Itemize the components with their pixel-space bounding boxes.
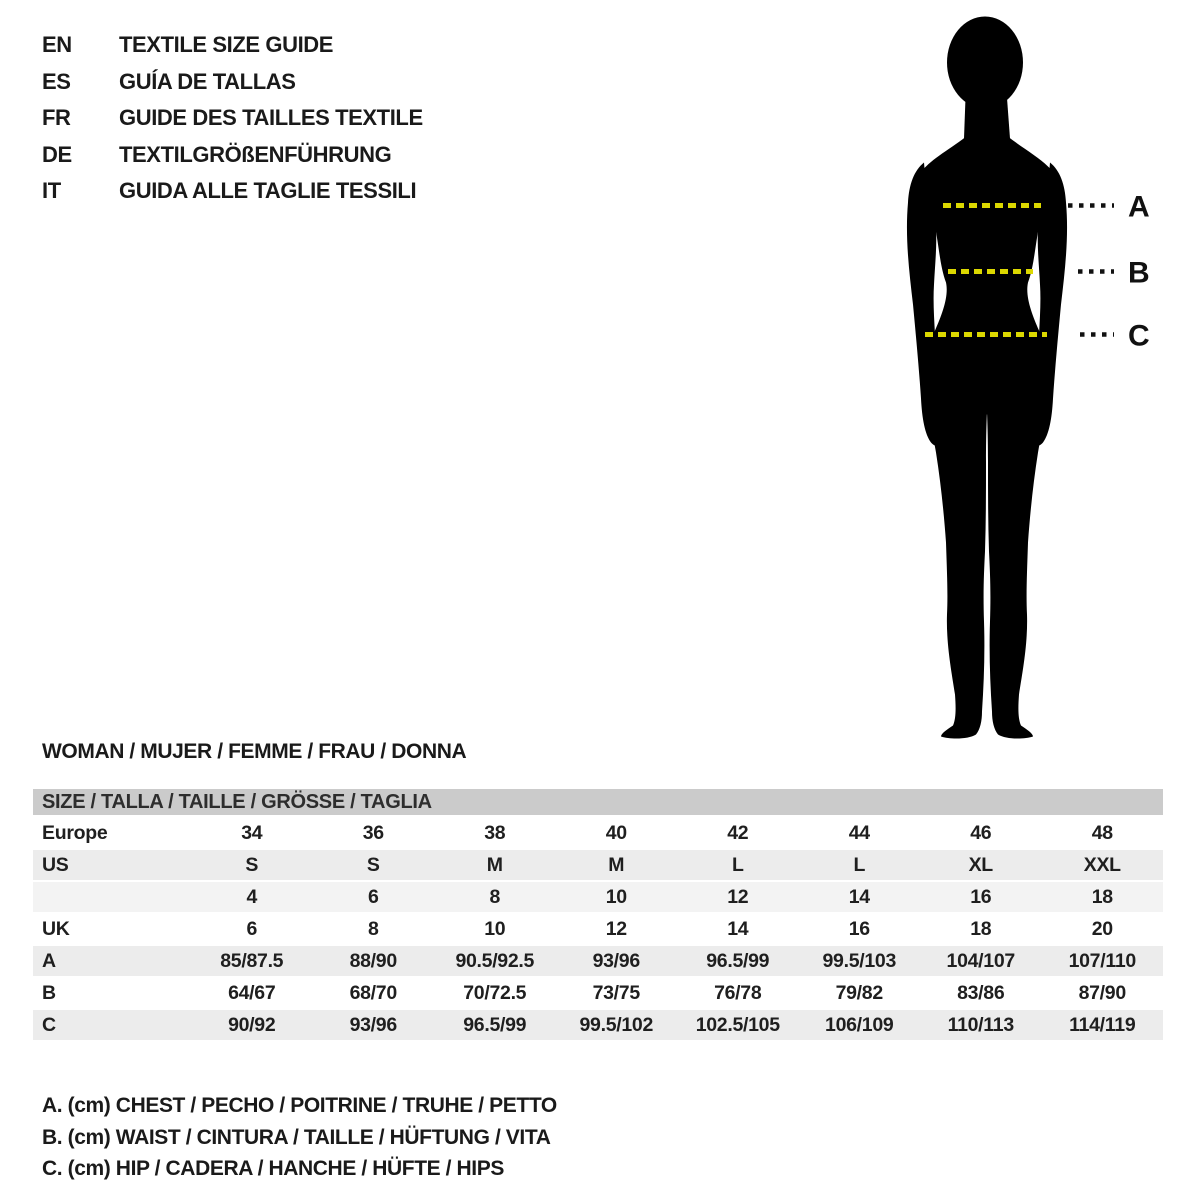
row-label-cell [33,881,191,913]
table-row [33,817,1163,850]
size-value-cell: 114/119 [1042,1009,1164,1041]
size-value-cell: 8 [434,881,556,913]
size-value-cell: 36 [313,817,435,850]
row-label-cell: C [33,1009,191,1041]
language-title: GUIDA ALLE TAGLIE TESSILI [119,178,417,204]
size-value-cell: 38 [434,817,556,850]
table-row [33,945,1163,977]
size-value-cell: 4 [191,881,313,913]
size-value-cell: 102.5/105 [677,1009,799,1041]
size-value-cell: 6 [313,881,435,913]
language-row [42,137,423,174]
woman-silhouette [907,17,1067,739]
size-value-cell: M [556,849,678,881]
row-label-cell: B [33,977,191,1009]
row-label-cell: Europe [33,817,191,850]
size-value-cell: M [434,849,556,881]
legend-line: C. (cm) HIP / CADERA / HANCHE / HÜFTE / HIPS [42,1157,504,1180]
language-row [42,27,423,64]
size-value-cell: 34 [191,817,313,850]
size-value-cell: 96.5/99 [677,945,799,977]
row-label-cell: A [33,945,191,977]
size-value-cell: 99.5/102 [556,1009,678,1041]
size-value-cell: 96.5/99 [434,1009,556,1041]
size-value-cell: 93/96 [313,1009,435,1041]
size-value-cell: 12 [556,913,678,945]
size-value-cell: XL [920,849,1042,881]
size-value-cell: 16 [920,881,1042,913]
size-value-cell: 107/110 [1042,945,1164,977]
language-code: IT [42,178,61,204]
size-value-cell: 79/82 [799,977,921,1009]
woman-silhouette-figure [890,12,1160,740]
size-value-cell: L [799,849,921,881]
size-value-cell: 12 [677,881,799,913]
measurement-label-a: A [1128,190,1150,224]
silhouette-left-leg [929,353,988,739]
table-row [33,1009,1163,1041]
size-value-cell: 46 [920,817,1042,850]
size-value-cell: 90/92 [191,1009,313,1041]
silhouette-right-leg [986,353,1045,739]
legend-line: A. (cm) CHEST / PECHO / POITRINE / TRUHE / PETTO [42,1094,557,1117]
size-value-cell: 48 [1042,817,1164,850]
size-value-cell: 88/90 [313,945,435,977]
language-code: FR [42,105,71,131]
size-value-cell: 14 [799,881,921,913]
size-value-cell: 18 [1042,881,1164,913]
size-value-cell: 83/86 [920,977,1042,1009]
language-list [42,27,423,210]
silhouette-svg [890,12,1160,740]
size-value-cell: S [191,849,313,881]
size-value-cell: 87/90 [1042,977,1164,1009]
size-value-cell: 99.5/103 [799,945,921,977]
size-value-cell: XXL [1042,849,1164,881]
size-value-cell: 64/67 [191,977,313,1009]
size-value-cell: 20 [1042,913,1164,945]
size-value-cell: 44 [799,817,921,850]
size-table-header-row [33,789,1163,817]
size-value-cell: 76/78 [677,977,799,1009]
size-value-cell: 10 [556,881,678,913]
size-value-cell: 18 [920,913,1042,945]
size-table-body [33,817,1163,1042]
size-table [33,789,1163,1042]
size-value-cell: L [677,849,799,881]
language-title: GUIDE DES TAILLES TEXTILE [119,105,423,131]
measurement-label-c: C [1128,319,1150,353]
size-value-cell: 70/72.5 [434,977,556,1009]
size-value-cell: 106/109 [799,1009,921,1041]
language-code: DE [42,141,72,167]
table-row [33,913,1163,945]
size-value-cell: 73/75 [556,977,678,1009]
language-title: GUÍA DE TALLAS [119,68,296,94]
language-row [42,173,423,210]
language-code: EN [42,32,72,57]
table-row [33,977,1163,1009]
measurement-label-b: B [1128,256,1150,290]
language-row [42,100,423,137]
size-value-cell: 68/70 [313,977,435,1009]
size-value-cell: 85/87.5 [191,945,313,977]
size-value-cell: 110/113 [920,1009,1042,1041]
row-label-cell: UK [33,913,191,945]
size-value-cell: 8 [313,913,435,945]
size-value-cell: 93/96 [556,945,678,977]
size-value-cell: 16 [799,913,921,945]
legend [42,1090,557,1185]
size-value-cell: 14 [677,913,799,945]
table-row [33,881,1163,913]
size-value-cell: 90.5/92.5 [434,945,556,977]
size-value-cell: 104/107 [920,945,1042,977]
language-title: TEXTILGRÖßENFÜHRUNG [119,141,392,167]
size-table-header: SIZE / TALLA / TAILLE / GRÖSSE / TAGLIA [33,789,1163,817]
section-title: WOMAN / MUJER / FEMME / FRAU / DONNA [42,740,467,763]
row-label-cell: US [33,849,191,881]
language-code: ES [42,68,71,94]
table-row [33,849,1163,881]
language-title: TEXTILE SIZE GUIDE [119,32,334,57]
size-value-cell: 40 [556,817,678,850]
size-value-cell: S [313,849,435,881]
size-value-cell: 6 [191,913,313,945]
legend-line: B. (cm) WAIST / CINTURA / TAILLE / HÜFTUNG / VITA [42,1125,551,1149]
size-value-cell: 42 [677,817,799,850]
size-value-cell: 10 [434,913,556,945]
language-row [42,64,423,101]
